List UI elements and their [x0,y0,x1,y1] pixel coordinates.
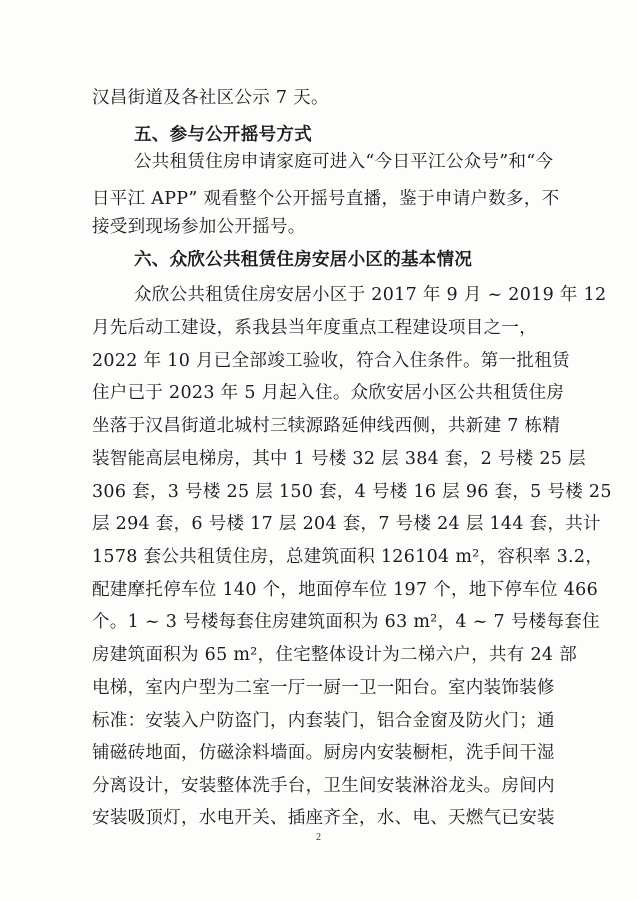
body-line: 日平江 APP” 观看整个公开摇号直播，鉴于申请户数多，不 [92,189,560,209]
body-line: 306 套，3 号楼 25 层 150 套，4 号楼 16 层 96 套，5 号楼 25 [92,482,612,502]
body-line: 标准：安装入户防盗门，内套装门，铝合金窗及防火门；通 [92,711,555,731]
body-line: 个。1 ~ 3 号楼每套住房建筑面积为 63 m²，4 ~ 7 号楼每套住 [92,612,600,632]
body-line: 配建摩托停车位 140 个，地面停车位 197 个，地下停车位 466 [92,580,599,600]
body-line: 1578 套公共租赁住房，总建筑面积 126104 m²，容积率 3.2， [92,547,604,567]
body-line: 坐落于汉昌街道北城村三犊源路延伸线西侧，共新建 7 栋精 [92,416,561,436]
body-line: 汉昌街道及各社区公示 7 天。 [92,88,329,108]
section-heading-six: 六、众欣公共租赁住房安居小区的基本情况 [134,250,473,270]
body-line: 月先后动工建设，系我县当年度重点工程建设项目之一， [92,318,537,338]
body-line: 安装吸顶灯，水电开关、插座齐全，水、电、天燃气已安装 [92,808,555,828]
body-line: 2022 年 10 月已全部竣工验收，符合入住条件。第一批租赁 [92,351,570,371]
section-heading-five: 五、参与公开摇号方式 [134,125,312,145]
body-line: 房建筑面积为 65 m²，住宅整体设计为二梯六户，共有 24 部 [92,645,577,665]
body-line: 层 294 套，6 号楼 17 层 204 套，7 号楼 24 层 144 套，共计 [92,514,601,534]
body-line: 装智能高层电梯房，其中 1 号楼 32 层 384 套，2 号楼 25 层 [92,449,586,469]
body-line: 住户已于 2023 年 5 月起入住。众欣安居小区公共租赁住房 [92,383,565,403]
body-line: 铺磁砖地面，仿磁涂料墙面。厨房内安装橱柜，洗手间干湿 [92,743,555,763]
body-line: 电梯，室内户型为二室一厅一厨一卫一阳台。室内装饰装修 [92,678,555,698]
body-line: 公共租赁住房申请家庭可进入“今日平江公众号”和“今 [134,152,554,172]
body-line: 接受到现场参加公开摇号。 [92,217,306,237]
body-line: 众欣公共租赁住房安居小区于 2017 年 9 月 ~ 2019 年 12 [134,285,607,305]
page-number: 2 [316,832,321,843]
body-line: 分离设计，安装整体洗手台，卫生间安装淋浴龙头。房间内 [92,776,555,796]
